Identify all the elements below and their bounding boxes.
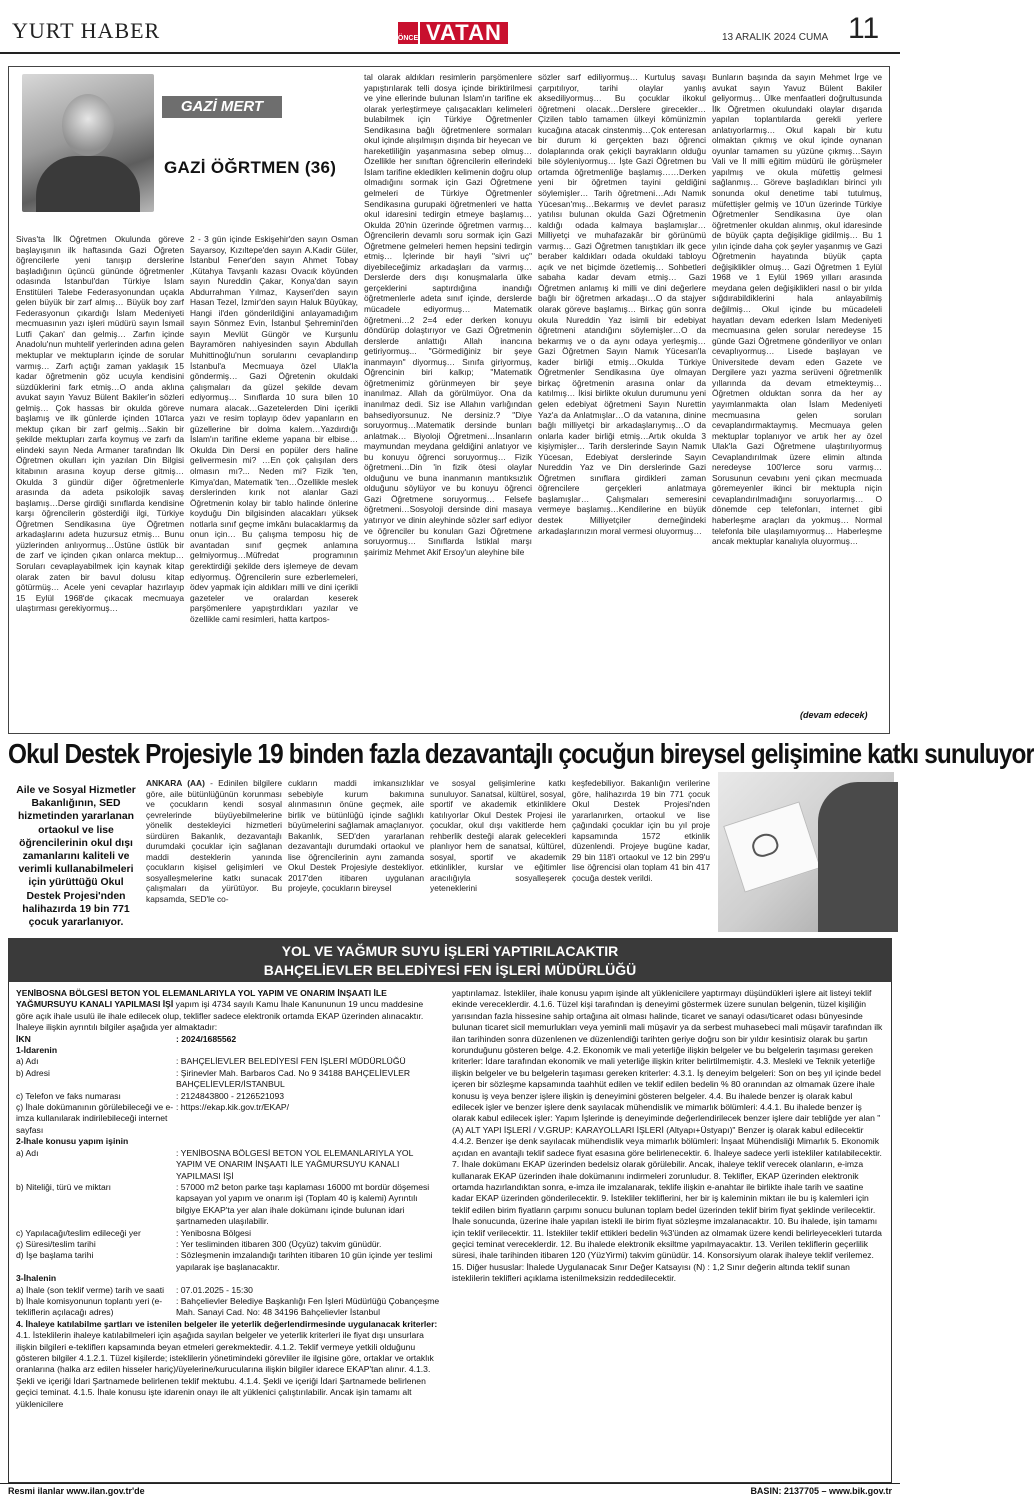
sign-off: (devam edecek) [800,710,868,720]
logo-text: VATAN [420,22,508,44]
notice-value: : 57000 m2 beton parke taşı kaplaması 16000 mt bordür döşemesi kapsayan yol yapım ve onarım işi (Toplam 40 iş kalemi) Ayrıntılı bilgiye EKAP'ta yer alan ihale dokümanı içinde bulunan idari şartnameden ulaşılabilir. [176,1181,430,1227]
column-text-4: sözler sarf ediliyormuş… Kurtuluş savaşı çarpıtılıyor, tarihi olaylar yanlış aksediliyormuş… Bu çocuklar ilkokul öğretmeni olacak…Derslere girecekler…Çizilen tablo tamamen ülkeyi kömünizmin kucağına atacak cinstenmiş…Çok enteresan bir durum ki gerçekten bazı öğrenci dolaplarında orak çekiçli bayrakların olduğu bile söyleniyormuş… İşte Gazi Öğretmen bu ortamda öğretmenliğe başlamış……Derken yeni bir öğretmen tayini geldiğini söylemişler… Tarih öğretmeni…Adı Namık Yücesan'mış…Bekarmış ve devlet parasız yatılısı bulunan okulda Gazi Öğretmenin kaldığı odada kalmaya başlamışlar…Milliyetçi ve muhafazakâr bir görünümü varmış… Gazi Öğretmen tanıştıkları ilk gece beraber kaldıkları odada okuldaki tabloyu açık ve net biçimde özetlemiş… Sohbetleri sabaha kadar devam etmiş… Gazi Öğretmen anlamış ki milli ve dini değerlere bağlı bir öğretmen arkadaşı…O da stajyer olarak göreve başlamış… Birkaç gün sonra okula Nureddin Yaz isimli bir edebiyat öğretmeni atandığını söylemişler…O da bekarmış ve o da aynı odaya yerleşmiş… Gazi Öğretmen Sayın Namık Yücesan'la kader birliği etmiş…Okulda Türkiye Öğretmenler Sendikasına üye olmayan birkaç öğretmenin arasına onlar da katılmış… İkisi birlikte okulun durumunu yeni gelen edebiyat öğretmeni Sayın Nurettin Yaz'a da Anlatmışlar…O da vatanına, dinine bağlı milliyetçi bir arkadaşlarıymış…O da onlarla kader birliği etmiş…Artık okulda 3 kişiymişler… Tarih derslerinde Sayın Namık Yücesan, Edebiyat derslerinde Sayın Nureddin Yaz ve Din derslerinde Gazi Öğretmen sınıflara girdikleri zaman öğrencilere gerçekleri anlatmaya başlamışlar… Çalışmaları semeresini vermeye başlamış…Kendilerine en büyük destek Milliyetçiler derneğindeki arkadaşlarınızın moral vermesi oluyormuş… [538,72,706,536]
legal-notice-header [8,938,892,982]
notice-key: a) Adı [16,1147,39,1158]
notice-value: : https://ekap.kik.gov.tr/EKAP/ [176,1102,290,1113]
news-text-4: keşfedebiliyor. Bakanlığın verilerine göre, halihazırda 19 bin 771 çocuk Okul Destek Projesi'nden yararlanırken, ortaokul ve lise çağındaki çocuklar için bu yıl proje kapsamında 1572 etkinlik düzenlendi. Projeye bugüne kadar, 29 bin 118'i ortaokul ve 12 bin 299'u lise öğrencisi olan toplam 41 bin 417 çocuğa destek verildi. [572,778,710,883]
notice-value: : 07.01.2025 - 15:30 [176,1284,253,1295]
column-text-3: tal olarak aldıkları resimlerin parşömenlere yapıştırılarak telli dosya içinde biriktirilmesi ve yine ellerinde bulunan İslam'ın tarifine ek olarak yerleştirmeye çalışacakları kelimeleri bulabilmek için Türkiye Öğretmenler Sendikasına bağlı öğretmenlere sormaları okul içinde alışılmışın dışında bir heyecan ve hareketliliğin yaşanmasına sebep olmuş… Özellikle her sınıftan öğrencilerin ellerindeki İslam tarifine eklediklerı kelimenin doğru olup olmadığını sormak için Gazi Öğretmene gelmeleri de Türkiye Öğretmenler Sendikasına gurupaki öğretmenleri ve hatta okul idaresini tedirgin etmeye başlamış… Okulda 20'nin üzerinde öğretmen varmış…Öğrencilerin devamlı soru sormak için Gazi Öğretmene gelmeleri hemen hepsini tedirgin etmiş… İçlerinde bir hayli "sivri uç" diyebileceğimiz arkadaşları da varmış…Derslerde ders dışı konuşmalarla ülke gerçeklerini saptırdığına inandığı öğretmenlerle adeta sınıf içinde, derslerde mücadele ediyormuş… Matematik öğretmeni…2 2=4 eder derken konuyu döndürüp dolaştırıyor ve Gazi Öğretmenin derslerde anlattığı Allah inancına getiriyormuş... "Görmediğiniz bir şeye inanmayın" diyormuş… Sınıfa giriyormuş, Öğrencinin biri kalkıp; "Matematik öğretmenimiz görünmeyen bir şeye inanılmaz. Allah da görülmüyor. Ona da inanılmaz dedi. Siz ise Allahın varlığından bahsediyorsunuz. Ne dersiniz.? "Diye soruyormuş…Matematik dersinde bunları anlatmak… Biyoloji Öğretmeni…İnsanların maymundan meydana geldiğini anlatıyor ve bu konuyu öğrenci soruyormuş… Fizik öğretmeni…Din 'in fizik ötesi olaylar olduğunu ve buna inanmanın mantıksızlık olduğunu söylüyor ve bu konuyu öğrenci Gazi Öğretmene soruyormuş… Felsefe öğretmeni…Sosyoloji dersinde dini masaya yatırıyor ve dinin aleyhinde sözler sarf ediyor ve öğrenciler bu konuları Gazi Öğretmene soruyormuş… Sınıflarda İstiklal marşı şairimiz Mehmet Akif Ersoy'un aleyhine bile [364,72,532,557]
notice-row [16,1056,440,1067]
column-text-1: Sivas'ta İlk Öğretmen Okulunda göreve başlayışının ilk haftasında Gazi Öğreten öğrencilerle yeni tanışıp derslerine başladığının üçüncü gününde öğretmenler odasında İstanbul'dan Türkiye İslam Enstitüleri Talebe Federasyonundan uçakla gelen büyük bir zarf almış… Büyük boy zarf Federasyonun çıkardığı İslam Medeniyeti mecmuasının yazı işleri müdürü sayın İsmail Lutfi Çakan' dan gelmiş… Zarfın içinde Anadolu'nun muhtelif yerlerinden adına gelen mektuplar ve mektupların içinde de sorular varmış… Zarfı açtığı zaman yaklaşık 15 kadar öğretmenin göz ucuyla kendisini süzdüklerini fark etmiş…O anda aklına avukat sayın Yavuz Bülent Bakiler'in sözleri gelmiş… Çok hassas bir okulda göreve başlamış ve ilk günlerde içinden 10'larca mektup çıkan bir zarf gelmiş…Sakin bir şekilde mektupları zarfa koymuş ve zarfı da elindeki sayın Neda Armaner tarafından İlk Öğretmen okulları için yazılan Din Bilgisi kitabının arasına koyup derse gitmiş… Okulda 3 gündür diğer öğretmenlerle arasında da adeta psikolojik savaş başlamış…Derse girdiği sınıflarda kendisine karşı öğrencilerin gösterdiği ilgi, Türkiye Öğretmen Sendikasına üye Öğretmen arkadaşlarını adeta huzursuz etmiş… Bunu yüzlerinden anlıyormuş…Üstüne üstlük bir de zarf ve içinden çıkan onlarca mektup…Soruları cevaplayabilmek için kaynak kitap olarak zaten bir bavul dolusu kitap götürmüş… Acele yeni cevaplar hazırlayıp 15 Eylül 1968'de çıkacak mecmuaya ulaştırması gerekiyormuş… [16,234,184,614]
news-photo [718,772,894,932]
notice-title-2: BAHÇELİEVLER BELEDİYESİ FEN İŞLERİ MÜDÜRLÜĞÜ [263,962,637,978]
notice-row [16,1068,440,1091]
news-text-3: ve sosyal gelişimlerine katkı sunuluyor. Sanatsal, kültürel, sosyal, sportif ve akademik etkinliklere katılıyorlar Okul Destek Projesi ile çocuklar, okul dışı vakitlerde hem rehberlik desteği alarak gelecekleri planlıyor hem de sanatsal, kültürel, sosyal, sportif ve akademik etkinlikler, kurslar ve eğitimler aracılığıyla sosyalleşerek yeteneklerini [430,778,566,894]
notice-row [16,1296,440,1319]
notice-key: b) Niteliği, türü ve miktarı [16,1181,112,1192]
notice-row [16,1228,440,1239]
notice-s2-title: 2-İhale konusu yapım işinin [16,1136,129,1147]
notice-s3-title: 3-İhalenin [16,1273,57,1284]
header-rule [0,52,900,54]
column-text-2: 2 - 3 gün içinde Eskişehir'den sayın Osman Sayarsoy, Kızıltepe'den sayın A.Kadir Güler, İstanbul Fener'den sayın Ahmet Tobay ,Kütahya Tavşanlı kazası Ovacık köyünden sayın Nureddin Çakar, Konya'dan sayın Abdurrahman Yılmaz, Kayseri'den sayın Hasan Tezel, İzmir'den sayın Haluk Büyükay, Hangi il'den gönderildiğini anlayamadığım sayın Sönmez Evin, İstanbul Şehremini'den sayın Mevlüt Güngör ve Kurşunlu Bayramören nahiyesinden sayın Abdullah Muhittinoğlu'nun sorularını cevaplandırıp İstanbul'a Mecmuaya özel Ulak'la göndermiş… Gazi Öğretenin okuldaki çalışmaları da güzel şekilde devam ediyormuş… Sınıflarda 10 sura bilen 10 numara alacak…Gazetelerden Dini içerikli yazı ve resim toplayıp ödev yapanların en güzellerine bir dolma kalem…Yazdırdığı İslam'ın tarifine ekleme yapana bir elbise… Okulda Din Dersi en popüler ders haline gelivermesin mi? …En çok çalışılan ders olmasın mı?... Neden mi? Fizik 'ten, Kimya'dan, Matematik 'ten…Özellikle meslek derslerinden kırık not alanlar Gazi Öğretmenin kolay bir tablo halinde önlerine koyduğu Din bilgisinden alacakları yüksek notlarla sınıf geçme imkânı bulacaklarmış da onun için… Bu çalışma temposu hiç de avantadan sınıf geçmek anlamına gelmiyormuş…Müfredat programının gerektirdiği şekilde ders işlemeye de devam ediyormuş. Öğrencilerin sure ezberlemeleri, ödev yapmak için aldıkları milli ve dini içerikli gazeteler ve oralardan keserek parşömenlere yapıştırdıkları yazılar ve özellikle cami resimleri, hatta kartpos- [190,234,358,624]
notice-row [16,1091,440,1102]
notice-row [16,1285,440,1296]
author-name: GAZİ MERT [162,96,282,118]
notice-value: : YENİBOSNA BÖLGESİ BETON YOL ELEMANLARIYLA YOL YAPIM VE ONARIM İNŞAATI İLE YAĞMURSUYU KANALI YAPILMASI İŞİ [176,1147,414,1181]
notice-row [16,1102,440,1136]
notice-title-1: YOL VE YAĞMUR SUYU İŞLERİ YAPTIRILACAKTIR [281,943,619,959]
notice-value: : Sözleşmenin imzalandığı tarihten itibaren 10 gün içinde yer teslimi yapılarak işe başlanacaktır. [176,1250,433,1272]
notice-key: a) Adı [16,1056,39,1067]
notice-key: c) Telefon ve faks numarası [16,1090,121,1101]
notice-intro-title: YENİBOSNA BÖLGESİ BETON YOL ELEMANLARIYLA YOL YAPIM VE ONARIM İNŞAATI İLE YAĞMURSUYU KANALI YAPILMASI İŞİ [16,988,387,1010]
notice-key: b) Adresi [16,1067,50,1078]
notice-s4-title-text: 4. İhaleye katılabilme şartları ve istenilen belgeler ile yeterlik değerlendirmesinde uygulanacak kriterler: [16,1318,438,1329]
news-headline: Okul Destek Projesiyle 19 binden fazla dezavantajlı çocuğun bireysel gelişimine katkı sunuluyor [8,738,1034,769]
notice-row [16,1182,440,1228]
news-deck: Aile ve Sosyal Hizmetler Bakanlığının, SED hizmetinden yararlanan ortaokul ve lise öğrencilerinin okul dışı zamanlarını kaliteli ve verimli kullanabilmeleri için yürüttüğü Okul Destek Projesi'nden halihazırda 19 bin 771 çocuk yararlanıyor. [16,785,136,929]
notice-value: : BAHÇELİEVLER BELEDİYESİ FEN İŞLERİ MÜDÜRLÜĞÜ [176,1056,406,1067]
section-title: YURT HABER [12,18,161,43]
page-number: 11 [848,12,880,45]
notice-value: : Bahçelievler Belediye Başkanlığı Fen İşleri Müdürlüğü Çobançeşme Mah. Sanayi Cad. No: 48 34196 Bahçelievler İstanbul [176,1295,440,1318]
notice-value: : Yer tesliminden itibaren 300 (Üçyüz) takvim günüdür. [176,1238,382,1249]
masthead [0,0,900,56]
notice-s1-title: 1-İdarenin [16,1045,58,1056]
notice-key: a) İhale (son teklif verme) tarih ve saati [16,1284,165,1295]
notice-left-column [16,988,440,1482]
news-text-2: cukların maddi imkansızlıklar sebebiyle kurum bakımına alınmasının önüne geçmek, aile birlik ve bütünlüğü içinde sağlıklı büyümelerini sağlamak amaçlanıyor. Bakanlık, SED'den yararlanan dezavantajlı durumdaki ortaokul ve lise öğrencilerinin aynı zamanda Okul Destek Projesiyle destekliyor. 2017'den itibaren uygulanan projeyle, çocukların bireysel [288,778,424,894]
footer-left: Resmi ilanlar www.ilan.gov.tr'de [8,1486,145,1496]
notice-intro-text: yapım işi 4734 sayılı Kamu İhale Kanununun 19 uncu maddesine göre açık ihale usulü ile ihale edilecek olup, teklifler sadece elektronik ortamda EKAP üzerinden alınacaktır. İhaleye ilişkin ayrıntılı bilgiler aşağıda yer almaktadır: [16,999,424,1033]
issue-date: 13 ARALIK 2024 CUMA [722,32,829,43]
notice-key: c) Yapılacağı/teslim edileceği yer [16,1227,141,1238]
notice-right-column: yaptırılamaz. İstekliler, ihale konusu yapım işinde alt yüklenicilere yaptırmayı düşündükleri işlere ait listeyi teklif ekinde vereceklerdir. 4.1.6. Tüzel kişi tarafından iş deneyimi göstermek üzere sunulan belgenin, tüzel kişiliğin yarısından fazla hissesine sahip ortağına ait olması halinde, ticaret ve sanayi odası/ticaret odası bünyesinde bulunan ticaret sicil memurlukları veya yeminli mali müşavir ya da serbest muhasebeci mali müşavir tarafından ilk ilan tarihinden sonra düzenlenen ve düzenlendiği tarihten geriye doğru son bir yıldır kesintisiz olarak bu şartın korunduğunu gösteren belge. 4.2. Ekonomik ve mali yeterliğe ilişkin belgeler ve bu belgelerin taşıması gereken kriterler: İdare tarafından ekonomik ve mali yeterliğe ilişkin kriter belirtilmemiştir. 4.3. Mesleki ve Teknik yeterliğe ilişkin belgeler ve bu belgelerin taşıması gereken kriterler: 4.3.1. İş deneyim belgeleri: Son on beş yıl içinde bedel içeren bir sözleşme kapsamında taahhüt edilen ve teklif edilen bedelin % 80 oranından az olmamak üzere ihale konusu iş veya benzer işlere ilişkin iş deneyimini gösteren belgeler. 4.4. Bu ihalede benzer iş olarak kabul edilecek işler ve benzer işlere denk sayılacak mühendislik ve mimarlık bölümleri: 4.4.1. Bu ihalede benzer iş olarak kabul edilecek işler: Yapım İşlerinde iş deneyiminde değerlendirilecek benzer işlere dair tebliğde yer alan "(A) ALT YAPI İŞLERİ / V.GRUP: KARAYOLLARI İŞLERİ (Altyapı+Üstyapı)" Benzer iş olarak kabul edilecektir 4.4.2. Benzer işe denk sayılacak mühendislik veya mimarlık bölümleri: İnşaat Mühendisliği Mimarlık 5. Ekonomik açıdan en avantajlı teklif sadece fiyat esasına göre belirlenecektir. 6. İhaleye sadece yerli istekliler katılabilecektir. 7. İhale dokümanı EKAP üzerinden bedelsiz olarak görülebilir. Ancak, ihaleye teklif verecek olanların, e-imza kullanarak EKAP üzerinden ihale dokümanını indirmeleri zorunludur. 8. Teklifler, EKAP üzerinden elektronik ortamda hazırlandıktan sonra, e-imza ile imzalanarak, teklife ilişkin e-anahtar ile birlikte ihale tarih ve saatine kadar EKAP üzerinden gönderilecektir. 9. İstekliler tekliflerini, her bir iş kaleminin miktarı ile bu iş kalemleri için teklif edilen birim fiyatların çarpımı sonucu bulunan toplam bedel üzerinden teklif birim fiyat şeklinde verilecektir. İhale sonucunda, üzerine ihale yapılan istekli ile birim fiyat sözleşme imzalanacaktır. 10. Bu ihalede, işin tamamı için teklif verilecektir. 11. İstekliler teklif ettikleri bedelin %3'ünden az olmamak üzere kendi belirleyecekleri tutarda geçici teminat vereceklerdir. 12. Bu ihalede elektronik eksiltme yapılmayacaktır. 13. Verilen tekliflerin geçerlilik süresi, ihale tarihinden itibaren 120 (YüzYirmi) takvim günüdür. 14. Konsorsiyum olarak ihaleye teklif verilemez. 15. Diğer hususlar: İhalede Uygulanacak Sınır Değer Katsayısı (N) : 1,2 Sınır değerin altında teklif sunan isteklilerin teklifleri açıklama istenilmeksizin reddedilecektir. [452,988,883,1284]
footer-right: BASIN: 2137705 – www.bik.gov.tr [750,1486,892,1496]
column-title: GAZİ ÖĞRTMEN (36) [164,158,337,177]
notice-row [16,1239,440,1250]
column-text-5: Bunların başında da sayın Mehmet İrge ve avukat sayın Yavuz Bülent Bakiler geliyormuş… Ülke menfaatleri doğrultusunda İlk Öğretmen okulundaki olaylar dışarıda yapılan toplantılarda gerekli yerlere anlatıyorlarmış… Okul kapalı bir kutu olmaktan çıkmış ve okul içinde oynanan oyunlar tamamen su yüzüne çıkmış…Sayın Vali ve İl milli eğitim müdürü ile görüşmeler yapılmış ve okula müfettiş gelmesi sağlanmış… Göreve başladıkları birinci yılı sonunda okul denetime tabi tutulmuş, müfettişler gelmiş ve 10'un üzerinde Türkiye Öğretmenler Sendikasına üye olan öğretmenler okuldan alınmış, okul idaresinde de büyük çapta değişiklige gidilmiş… Bu 1 yılın içinde daha çok şeyler yaşanmış ve Gazi Öğretmenin hayatında büyük çapta değişiklikler olmuş… Gazi Öğretmen 1 Eylül 1968 ve 1 Eylül 1969 yılları arasında meydana gelen değişiklikleri nasıl o bir yılda sığdırabildiklerini hala anlayabilmiş değilmiş… Okul içinde bu mücadeleli hayatları devam ederken İslam Medeniyeti mecmuasına gelen sorular neredeyse 15 günde Gazi Öğretmene gönderiliyor ve onları cevaplıyormuş… Lisede başlayan ve Üniversitede devam eden Gazete ve Dergilere yazı yazma serüveni öğretmenlik yıllarında da devam etmekteymiş… Öğretmen olduktan sonra da her ay yayımlanmakta olan İslam Medeniyeti mecmuasına gelen soruları cevaplandırmaktaymış. Mecmuaya gelen mektuplar toplanıyor ve artık her ay özel Ulak'la Gazi Öğretmene ulaştırılıyormuş Cevaplandırılmak üzere elimin altında neredeyse 100'lerce soru varmış…Sorusunun cevabını yeni çıkan mecmuada göremeyenler ikinci bir mektupla niçin cevaplandırılmadığını soruyorlarmış… O dönemde cep telefonları, internet gibi haberleşme araçları da yokmuş… Normal telefonla bile ulaşılamıyormuş… Haberleşme ancak mektuplar kanalıyla oluyormuş… [712,72,882,547]
news-text-1 [146,778,282,930]
ikn-value: : 2024/1685562 [176,1033,237,1044]
notice-left-tail: 4.1. İsteklilerin ihaleye katılabilmeleri için aşağıda sayılan belgeler ve yeterlik kriterleri ile fiyat dışı unsurlara ilişkin bilgileri e-tekliflerı kapsamında beyan etmeleri gerekmektedir. 4.1.2. Teklif vermeye yetkili olduğunu gösteren bilgiler 4.1.2.1. Tüzel kişilerde; isteklilerin yönetimindeki görevliler ile ilgisine göre, ortaklar ve ortaklık oranlarına (halka arz edilen hisseler hariç)/üyelerine/kurucularına ilişkin bilgiler idarece EKAP'tan alınır. 4.1.3. Şekli ve içeriği İdari Şartnamede belirlenen teklif mektubu. 4.1.4. Şekli ve içeriği İdari Şartnamede belirlenen geçici teminat. 4.1.5. İhale konusu işte idarenin onayı ile alt yüklenici çalıştırılabilir. Ancak işin tamamı alt yüklenicilere [16,1330,434,1409]
notice-row [16,1148,440,1182]
notice-value: : Yenibosna Bölgesi [176,1227,252,1238]
news-dateline: ANKARA (AA) [146,778,205,788]
author-photo-body [36,156,140,212]
notice-ikn [16,1034,440,1045]
notice-key: ç) Süresi/teslim tarihi [16,1238,96,1249]
notice-intro [16,988,440,1034]
footer-rule [0,1483,900,1484]
photo-child [818,782,898,932]
author-photo [22,74,154,212]
notice-key: b) İhale komisyonunun toplantı yeri (e-tekliflerin açılacağı adres) [16,1295,163,1318]
notice-key: d) İşe başlama tarihi [16,1250,94,1261]
ikn-label: İKN [16,1033,31,1044]
logo-badge: ÖNCE [398,22,418,44]
notice-row [16,1250,440,1273]
notice-value: : Şirinevler Mah. Barbaros Cad. No 9 34188 BAHÇELİEVLER BAHÇELİEVLER/İSTANBUL [176,1067,411,1090]
notice-value: : 2124843800 - 2126521093 [176,1090,285,1101]
footer [8,1486,892,1500]
newspaper-logo [398,22,508,44]
notice-s4-title [16,1319,440,1330]
author-photo-head [62,94,114,156]
notice-key: ç) İhale dokümanının görülebileceği ve e-imza kullanılarak indirilebileceği internet sayfası [16,1102,174,1135]
news-text-1-body: - Edinilen bilgilere göre, aile bütünlüğünün korunması ve çocukların kendi sosyal çevrelerinde büyüyebilmelerine yönelik destekleyici hizmetleri sürdüren Bakanlık, dezavantajlı durumdaki çocuklar için sağlanan maddi desteklerin yanında çocukların kişisel gelişimleri ve sosyalleşmelerine katkı sunacak çalışmaları da yürütüyor. Bu kapsamda, SED'le co- [146,778,282,905]
